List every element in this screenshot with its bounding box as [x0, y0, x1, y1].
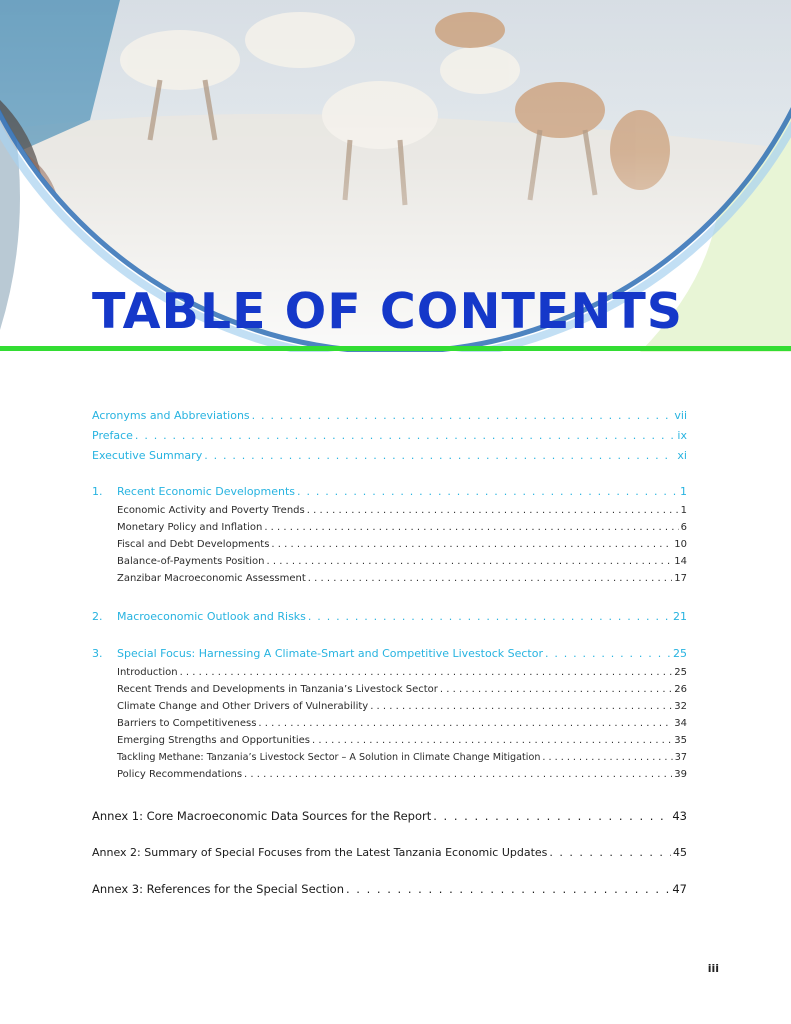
toc-subentry[interactable]	[117, 701, 687, 712]
toc-entry-label: Acronyms and Abbreviations	[92, 409, 250, 422]
toc-entry-acronyms[interactable]	[92, 409, 687, 422]
toc-entry-label: Climate Change and Other Drivers of Vulnerability	[117, 701, 369, 712]
toc-entry-label: Balance-of-Payments Position	[117, 556, 265, 567]
leader-dots	[440, 684, 672, 695]
chapter-number: 2.	[92, 610, 103, 623]
chapter-title: Special Focus: Harnessing A Climate-Smart and Competitive Livestock Sector	[117, 647, 543, 660]
page-number: iii	[707, 962, 719, 975]
toc-entry-page: 32	[674, 701, 687, 712]
toc-entry-page: 25	[674, 667, 687, 678]
leader-dots	[307, 505, 679, 516]
toc-entry-page: 26	[674, 684, 687, 695]
toc-entry-label: Fiscal and Debt Developments	[117, 539, 270, 550]
toc-annex-2[interactable]	[92, 846, 687, 859]
page-title: TABLE OF CONTENTS	[92, 283, 684, 340]
leader-dots	[346, 882, 670, 896]
toc-subentry[interactable]	[117, 505, 687, 516]
leader-dots	[542, 752, 672, 763]
toc-entry-label: Annex 2: Summary of Special Focuses from the Latest Tanzania Economic Updates	[92, 846, 548, 859]
toc-entry-page: 6	[680, 522, 687, 533]
toc-entry-page: vii	[674, 409, 687, 422]
toc-entry-page: 25	[673, 647, 687, 660]
toc-subentry[interactable]	[117, 667, 687, 678]
chapter-title: Recent Economic Developments	[117, 485, 296, 498]
toc-entry-page: 1	[680, 505, 687, 516]
toc-entry-page: 43	[672, 809, 687, 823]
toc-entry-label: Executive Summary	[92, 449, 203, 462]
toc-entry-page: 14	[674, 556, 687, 567]
chapter-title: Macroeconomic Outlook and Risks	[117, 610, 306, 623]
leader-dots	[271, 539, 672, 550]
toc-subentry[interactable]	[117, 556, 687, 567]
toc-entry-label	[92, 485, 295, 498]
toc-entry-page: 10	[674, 539, 687, 550]
toc-entry-label: Economic Activity and Poverty Trends	[117, 505, 305, 516]
toc-entry-label: Zanzibar Macroeconomic Assessment	[117, 573, 306, 584]
toc-entry-label: Monetary Policy and Inflation	[117, 522, 263, 533]
toc-subentry[interactable]	[117, 718, 687, 729]
cover-banner	[0, 0, 791, 352]
toc-entry-page: 37	[674, 752, 687, 763]
leader-dots	[308, 573, 672, 584]
toc-entry-preface[interactable]	[92, 429, 687, 442]
toc-entry-label: Policy Recommendations	[117, 769, 243, 780]
leader-dots	[264, 522, 678, 533]
leader-dots	[204, 449, 675, 462]
toc-entry-page: 17	[674, 573, 687, 584]
toc-entry-page: 21	[673, 610, 687, 623]
toc-chapter-2[interactable]	[92, 610, 687, 623]
toc-subentry[interactable]	[117, 573, 687, 584]
leader-dots	[312, 735, 672, 746]
toc-subentry[interactable]	[117, 735, 687, 746]
toc-subentry[interactable]	[117, 522, 687, 533]
leader-dots	[308, 610, 671, 623]
leader-dots	[266, 556, 672, 567]
toc-annex-1[interactable]	[92, 809, 687, 823]
toc-entry-label: Emerging Strengths and Opportunities	[117, 735, 311, 746]
toc-entry-page: 1	[680, 485, 687, 498]
leader-dots	[244, 769, 672, 780]
toc-entry-executive-summary[interactable]	[92, 449, 687, 462]
leader-dots	[433, 809, 670, 823]
leader-dots	[370, 701, 672, 712]
leader-dots	[135, 429, 676, 442]
toc-chapter-1[interactable]	[92, 485, 687, 498]
chapter-number: 1.	[92, 485, 103, 498]
leader-dots	[545, 647, 671, 660]
chapter-number: 3.	[92, 647, 103, 660]
title-rule	[0, 346, 791, 351]
toc-entry-label: Annex 1: Core Macroeconomic Data Sources for the Report	[92, 809, 432, 823]
toc-entry-page: 34	[674, 718, 687, 729]
leader-dots	[180, 667, 673, 678]
toc-annex-3[interactable]	[92, 882, 687, 896]
toc-entry-label: Recent Trends and Developments in Tanzania’s Livestock Sector	[117, 684, 438, 695]
leader-dots	[549, 846, 671, 859]
toc-subentry[interactable]	[117, 539, 687, 550]
toc-entry-label: Introduction	[117, 667, 178, 678]
toc-subentry[interactable]	[117, 769, 687, 780]
toc-entry-page: ix	[677, 429, 687, 442]
toc-entry-page: 47	[672, 882, 687, 896]
toc-entry-page: xi	[677, 449, 687, 462]
toc-entry-label	[92, 647, 543, 660]
toc-entry-label: Tackling Methane: Tanzania’s Livestock Sector – A Solution in Climate Change Mitigation	[117, 752, 541, 763]
toc-entry-label	[92, 610, 306, 623]
toc-subentry[interactable]	[117, 752, 687, 763]
toc-entry-label: Annex 3: References for the Special Section	[92, 882, 344, 896]
toc-subentry[interactable]	[117, 684, 687, 695]
leader-dots	[252, 409, 673, 422]
leader-dots	[297, 485, 678, 498]
toc-entry-page: 45	[673, 846, 687, 859]
toc-chapter-3[interactable]	[92, 647, 687, 660]
toc-entry-page: 39	[674, 769, 687, 780]
toc-entry-label: Barriers to Competitiveness	[117, 718, 257, 729]
toc-entry-label: Preface	[92, 429, 133, 442]
toc-entry-page: 35	[674, 735, 687, 746]
leader-dots	[258, 718, 672, 729]
